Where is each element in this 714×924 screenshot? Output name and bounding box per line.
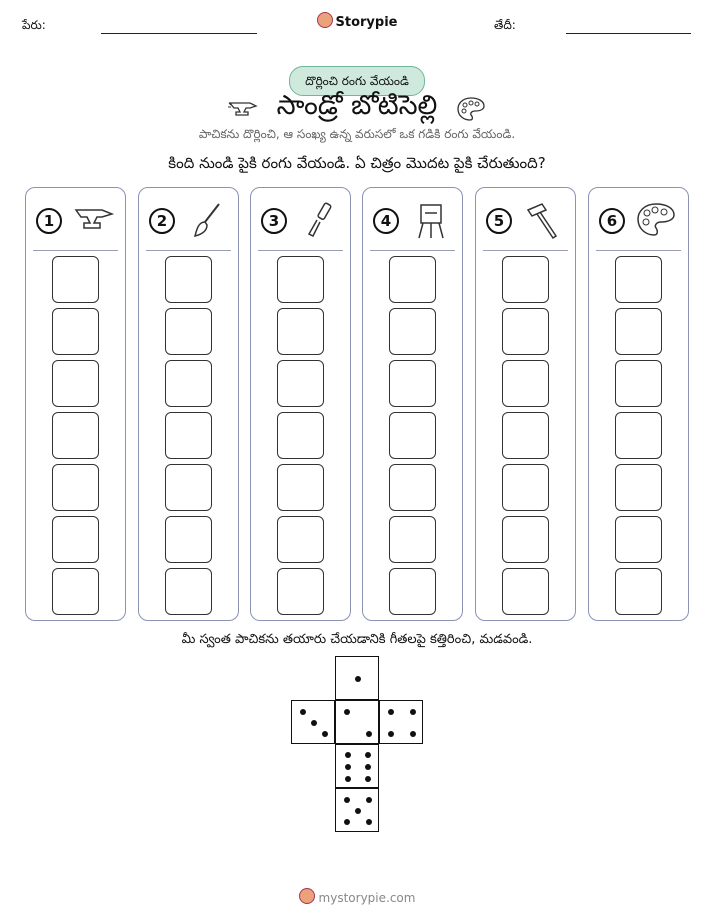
column-3: [250, 187, 351, 621]
column-number: 4: [373, 208, 399, 234]
column-number: 3: [261, 208, 287, 234]
easel-icon: [409, 200, 451, 240]
color-box[interactable]: [389, 360, 436, 407]
color-box[interactable]: [502, 256, 549, 303]
color-box[interactable]: [615, 464, 662, 511]
pip-dot: [366, 797, 372, 803]
pip-dot: [345, 752, 351, 758]
chisel-icon: [297, 200, 339, 240]
column-6: [588, 187, 689, 621]
column-number: 6: [599, 208, 625, 234]
pip-dot: [366, 819, 372, 825]
column-1: [25, 187, 126, 621]
die-face-1: [335, 656, 379, 700]
color-box[interactable]: [165, 360, 212, 407]
color-box[interactable]: [615, 568, 662, 615]
palette-icon: [456, 96, 486, 122]
color-box[interactable]: [502, 568, 549, 615]
color-box[interactable]: [389, 464, 436, 511]
color-box[interactable]: [165, 464, 212, 511]
pip-dot: [345, 776, 351, 782]
color-box[interactable]: [52, 308, 99, 355]
column-number: 2: [149, 208, 175, 234]
color-box[interactable]: [389, 412, 436, 459]
column-divider: [258, 250, 343, 251]
footer-url[interactable]: mystorypie.com: [318, 891, 416, 905]
pip-dot: [355, 676, 361, 682]
bear-logo-icon: [317, 12, 333, 28]
die-face-5: [335, 788, 379, 832]
column-number: 5: [486, 208, 512, 234]
column-2: [138, 187, 239, 621]
name-line[interactable]: [101, 33, 257, 34]
color-box[interactable]: [52, 412, 99, 459]
color-box[interactable]: [615, 516, 662, 563]
footer: [0, 888, 714, 905]
color-box[interactable]: [52, 516, 99, 563]
column-4: [362, 187, 463, 621]
name-label: పేరు:: [22, 18, 46, 32]
color-box[interactable]: [502, 464, 549, 511]
pip-dot: [410, 709, 416, 715]
pip-dot: [344, 709, 350, 715]
color-box[interactable]: [52, 464, 99, 511]
pip-dot: [365, 752, 371, 758]
die-face-2: [335, 700, 379, 744]
color-box[interactable]: [277, 568, 324, 615]
color-box[interactable]: [615, 308, 662, 355]
color-box[interactable]: [502, 412, 549, 459]
color-box[interactable]: [165, 308, 212, 355]
date-label: తేదీ:: [494, 18, 516, 32]
color-box[interactable]: [502, 308, 549, 355]
palette-icon: [635, 200, 677, 240]
pip-dot: [410, 731, 416, 737]
pip-dot: [311, 720, 317, 726]
page-title: సాండ్రో బోటిసెల్లి: [276, 90, 438, 121]
bear-logo-icon: [299, 888, 315, 904]
color-box[interactable]: [389, 256, 436, 303]
column-divider: [596, 250, 681, 251]
column-number: 1: [36, 208, 62, 234]
column-divider: [146, 250, 231, 251]
anvil-icon: [228, 98, 258, 120]
pip-dot: [366, 731, 372, 737]
subtitle: పాచికను దొర్లించి, ఆ సంఖ్య ఉన్న వరుసలో ఒక గడికి రంగు వేయండి.: [198, 127, 516, 141]
color-box[interactable]: [52, 360, 99, 407]
color-box[interactable]: [389, 308, 436, 355]
die-face-4: [379, 700, 423, 744]
pip-dot: [388, 731, 394, 737]
color-box[interactable]: [389, 568, 436, 615]
pip-dot: [344, 819, 350, 825]
column-divider: [33, 250, 118, 251]
brand-name: Storypie: [335, 15, 398, 30]
color-box[interactable]: [502, 360, 549, 407]
die-face-6: [335, 744, 379, 788]
pip-dot: [365, 764, 371, 770]
die-face-3: [291, 700, 335, 744]
anvil-icon: [72, 200, 114, 240]
pip-dot: [388, 709, 394, 715]
color-box[interactable]: [165, 516, 212, 563]
color-box[interactable]: [277, 360, 324, 407]
activity-pill: దొర్లించి రంగు వేయండి: [289, 66, 425, 96]
title-row: [0, 90, 714, 128]
pip-dot: [300, 709, 306, 715]
color-box[interactable]: [277, 412, 324, 459]
color-box[interactable]: [277, 256, 324, 303]
pip-dot: [322, 731, 328, 737]
pip-dot: [344, 797, 350, 803]
color-box[interactable]: [52, 568, 99, 615]
color-box[interactable]: [52, 256, 99, 303]
instruction: కింది నుండి పైకి రంగు వేయండి. ఏ చిత్రం మొదట పైకి చేరుతుంది?: [168, 154, 546, 172]
color-box[interactable]: [615, 256, 662, 303]
color-box[interactable]: [615, 412, 662, 459]
date-line[interactable]: [566, 33, 691, 34]
column-5: [475, 187, 576, 621]
color-box[interactable]: [277, 464, 324, 511]
column-divider: [483, 250, 568, 251]
paintbrush-icon: [185, 200, 227, 240]
pip-dot: [365, 776, 371, 782]
brand-logo: [0, 12, 714, 30]
color-box[interactable]: [277, 308, 324, 355]
color-box[interactable]: [277, 516, 324, 563]
color-box[interactable]: [165, 412, 212, 459]
pip-dot: [355, 808, 361, 814]
color-box[interactable]: [165, 256, 212, 303]
column-divider: [370, 250, 455, 251]
cut-instruction: మీ స్వంత పాచికను తయారు చేయడానికి గీతలపై కత్తిరించి, మడవండి.: [181, 632, 533, 647]
color-box[interactable]: [165, 568, 212, 615]
color-box[interactable]: [389, 516, 436, 563]
color-box[interactable]: [615, 360, 662, 407]
pip-dot: [345, 764, 351, 770]
color-box[interactable]: [502, 516, 549, 563]
hammer-icon: [522, 200, 564, 240]
